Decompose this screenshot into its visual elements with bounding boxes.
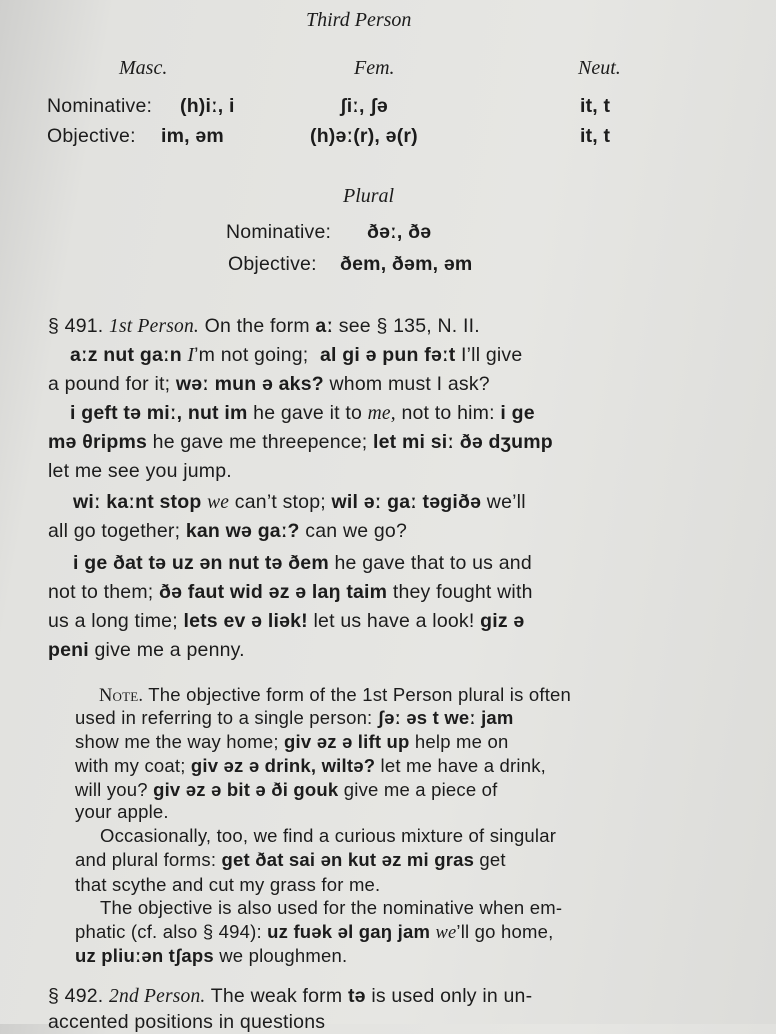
section-number: § 492. xyxy=(48,985,104,1007)
note-line-5: will you? giv əz ə bit ə ði gouk give me a piece of xyxy=(75,779,498,800)
plural-label-objective: Objective: xyxy=(228,253,317,275)
note-line-7: Occasionally, too, we find a curious mixture of singular xyxy=(100,825,557,846)
note-line-6: your apple. xyxy=(75,801,169,822)
section-492-line-2: accented positions in questions xyxy=(48,1011,326,1033)
plural-form-objective: ðem, ðəm, əm xyxy=(340,253,473,275)
note-line-1: Note. The objective form of the 1st Person plural is often xyxy=(99,684,572,706)
section-title: 2nd Person. xyxy=(109,986,206,1007)
plural-label-nominative: Nominative: xyxy=(226,221,332,243)
third-person-heading: Third Person xyxy=(306,9,412,31)
section-491-line-9: i ge ðat tə uz ən nut tə ðem he gave that to us and xyxy=(73,552,532,574)
note-line-8: and plural forms: get ðat sai ən kut əz mi gras get xyxy=(75,849,506,870)
form-fem-nominative: ʃiː, ʃə xyxy=(340,95,388,117)
plural-form-nominative: ðəː, ðə xyxy=(367,221,432,243)
section-491-line-1: § 491. 1st Person. On the form aː see § 135, N. II. xyxy=(48,315,480,337)
note-label: Note. xyxy=(99,686,144,706)
form-masc-nominative: (h)iː, i xyxy=(180,95,235,117)
note-line-9: that scythe and cut my grass for me. xyxy=(75,874,381,895)
section-492-line-1: § 492. 2nd Person. The weak form tə is used only in un- xyxy=(48,985,533,1007)
note-line-3: show me the way home; giv əz ə lift up help me on xyxy=(75,731,509,752)
note-line-4: with my coat; giv əz ə drink, wiltə? let me have a drink, xyxy=(75,755,546,776)
form-fem-objective: (h)əː(r), ə(r) xyxy=(310,125,418,147)
section-491-line-6: let me see you jump. xyxy=(48,460,232,482)
section-491-line-10: not to them; ðə faut wid əz ə laŋ taim they fought with xyxy=(48,581,533,603)
column-header-masc: Masc. xyxy=(119,57,168,79)
section-491-line-4: i geft tə miː, nut im he gave it to me, not to him: i ge xyxy=(70,402,535,424)
note-line-2: used in referring to a single person: ʃəː əs t weː jam xyxy=(75,707,514,728)
section-number: § 491. xyxy=(48,315,104,337)
section-491-line-2: aːz nut gaːn I’m not going; al gi ə pun fəːt I’ll give xyxy=(70,344,523,366)
plural-heading: Plural xyxy=(343,185,395,207)
row-label-objective: Objective: xyxy=(47,125,136,147)
column-header-fem: Fem. xyxy=(354,57,395,79)
section-title: 1st Person. xyxy=(109,316,199,337)
note-line-11: phatic (cf. also § 494): uz fuək əl gaŋ jam we’ll go home, xyxy=(75,921,554,943)
section-491-line-3: a pound for it; wəː mun ə aks? whom must I ask? xyxy=(48,373,490,395)
section-491-line-5: mə θripms he gave me threepence; let mi siː ðə dʒump xyxy=(48,431,553,453)
note-line-10: The objective is also used for the nominative when em- xyxy=(100,897,563,918)
section-491-line-12: peni give me a penny. xyxy=(48,639,245,661)
form-masc-objective: im, əm xyxy=(161,125,224,147)
form-neut-nominative: it, t xyxy=(580,95,611,117)
form-neut-objective: it, t xyxy=(580,125,611,147)
section-491-line-8: all go together; kan wə gaː? can we go? xyxy=(48,520,408,542)
column-header-neut: Neut. xyxy=(578,57,621,79)
row-label-nominative: Nominative: xyxy=(47,95,153,117)
section-491-line-11: us a long time; lets ev ə liək! let us have a look! giz ə xyxy=(48,610,525,632)
note-line-12: uz pliuːən tʃaps we ploughmen. xyxy=(75,945,348,966)
section-491-line-7: wiː kaːnt stop we can’t stop; wil əː gaː təgiðə we’ll xyxy=(73,491,526,513)
